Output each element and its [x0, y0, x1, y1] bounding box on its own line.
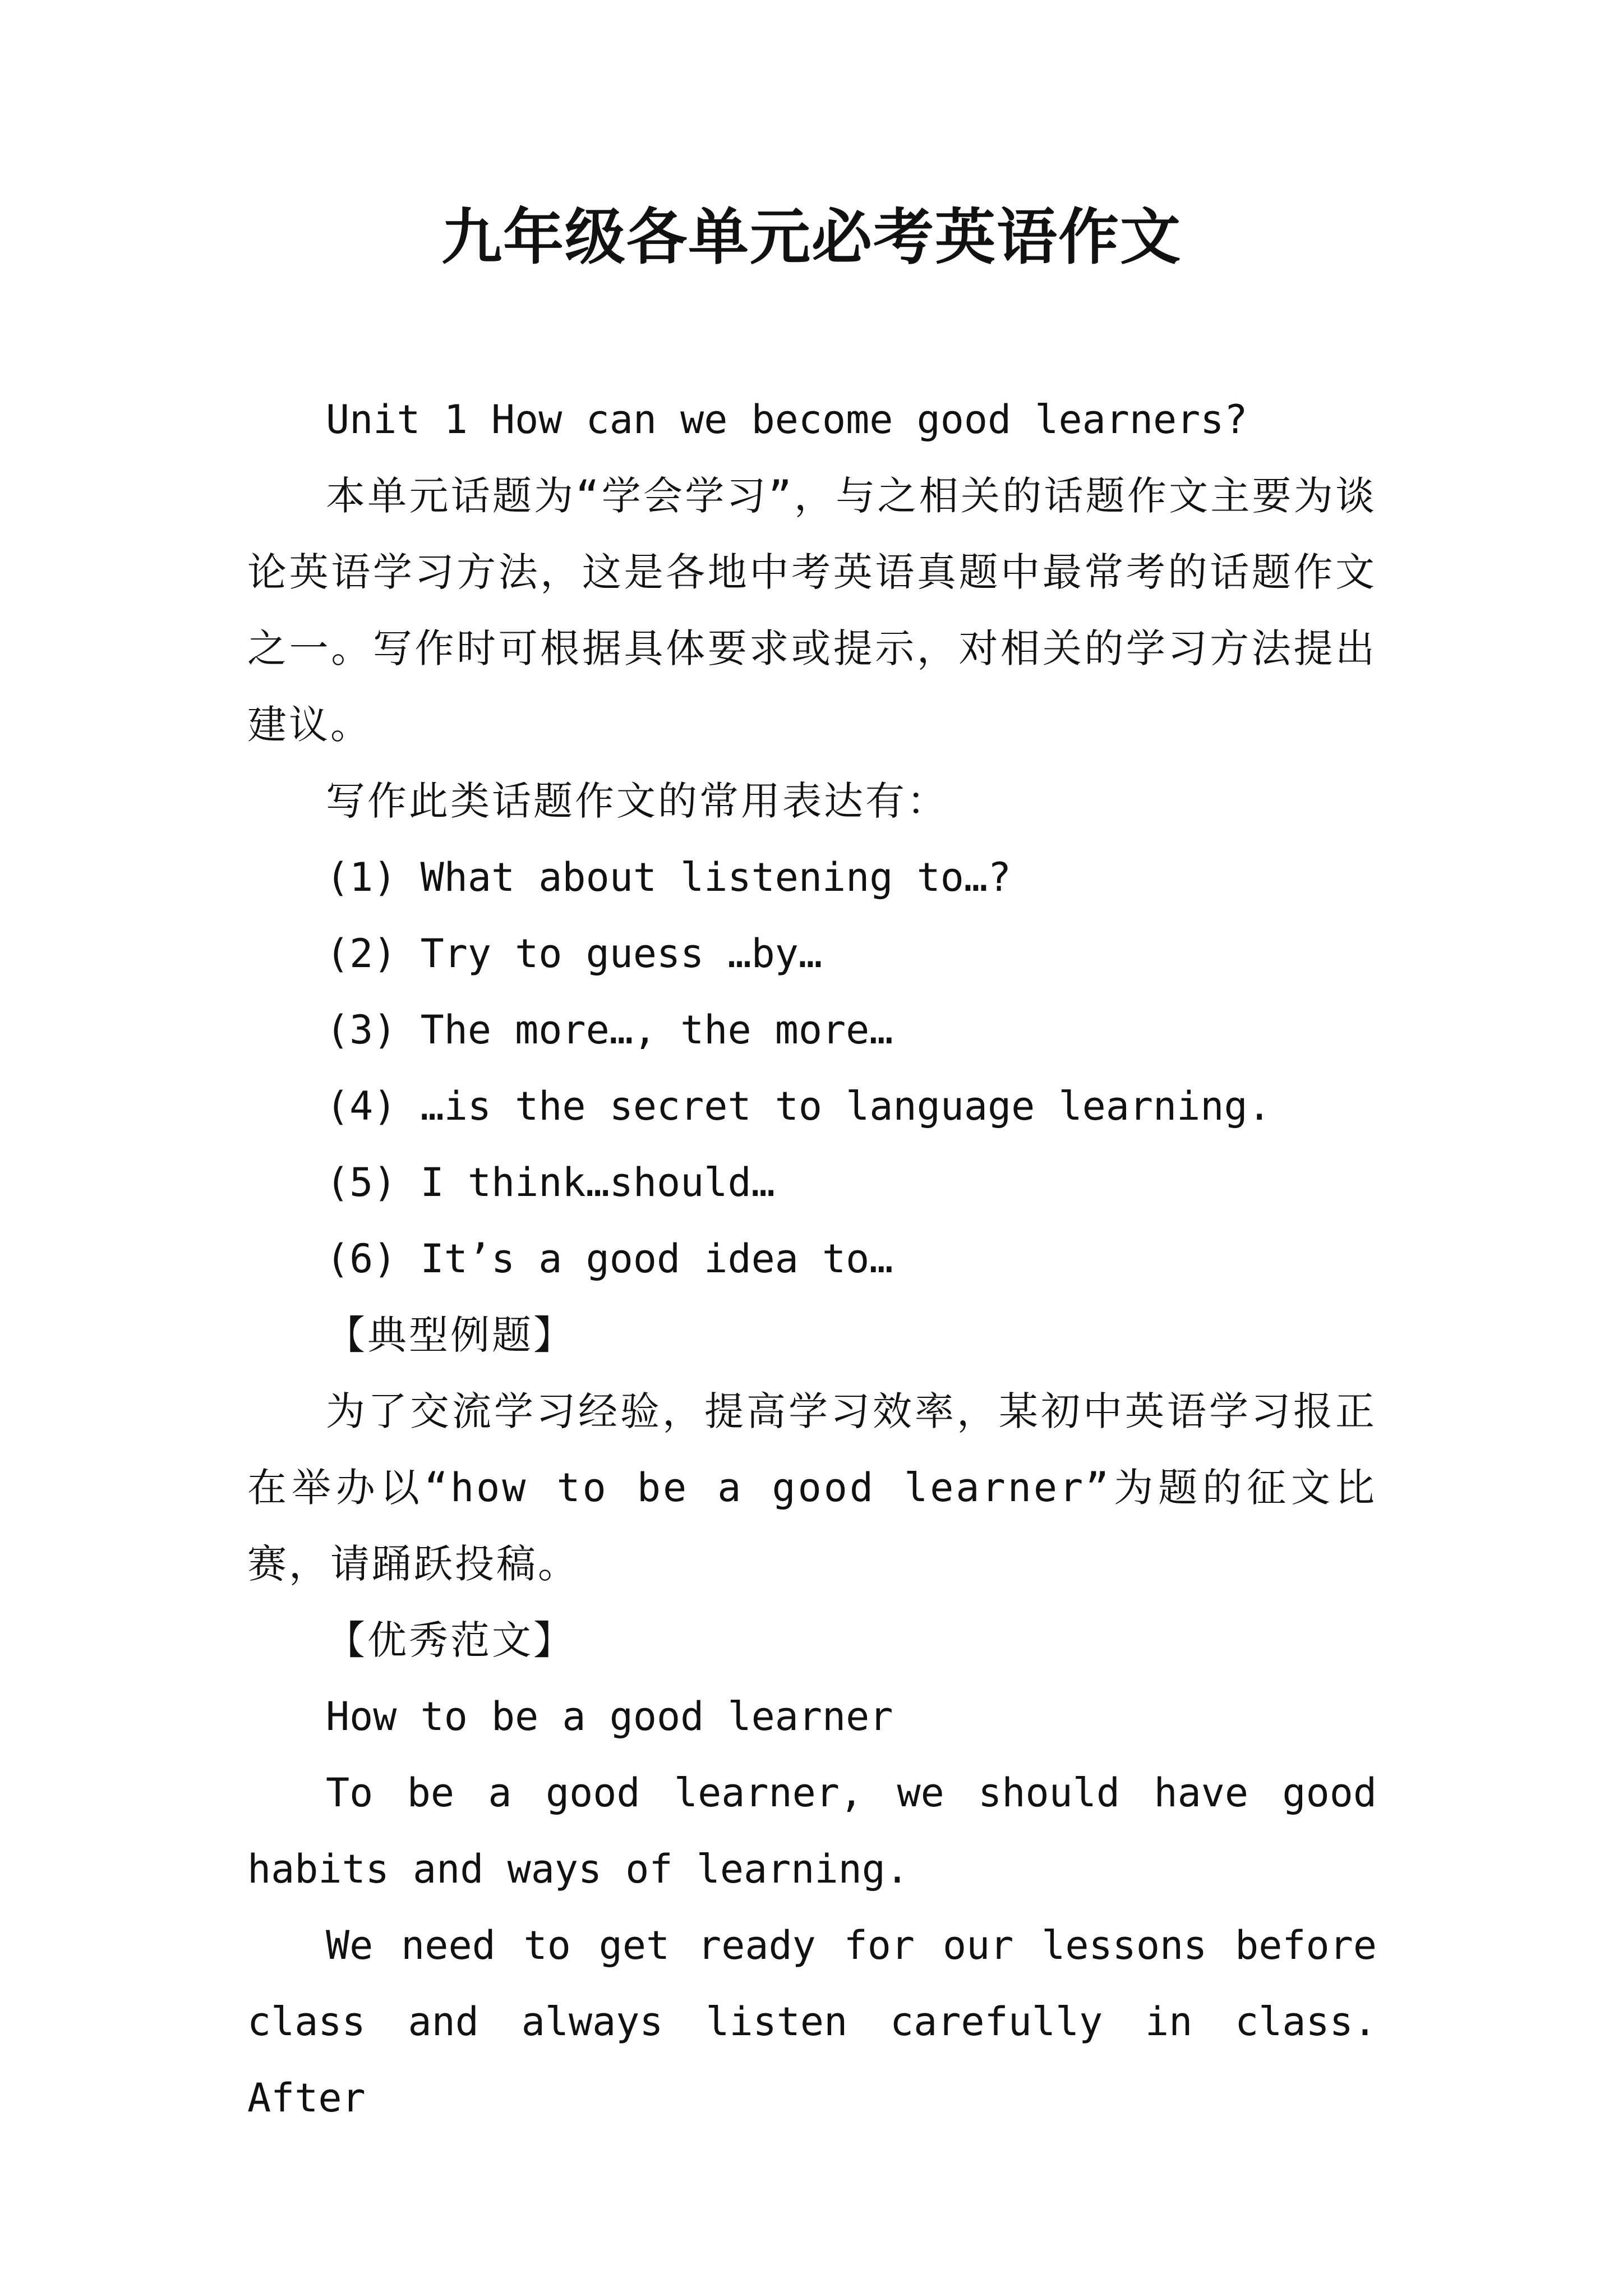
model-essay-heading: 【优秀范文】 [326, 1617, 575, 1663]
document-body [247, 381, 1377, 2136]
expression-item: (4) …is the secret to language learning. [326, 1083, 1271, 1129]
essay-paragraph: To be a good learner, we should have good habits and ways of learning. [247, 1770, 1377, 1892]
expressions-heading: 写作此类话题作文的常用表达有： [326, 778, 948, 824]
intro-paragraph: 本单元话题为“学会学习”，与之相关的话题作文主要为谈论英语学习方法，这是各地中考英语真题中最常考的话题作文之一。写作时可根据具体要求或提示，对相关的学习方法提出建议。 [247, 473, 1377, 748]
essay-paragraph: We need to get ready for our lessons before class and always listen carefully in class. After [247, 1922, 1377, 2121]
expression-item: (5) I think…should… [326, 1159, 775, 1205]
document-title: 九年级各单元必考英语作文 [441, 202, 1182, 273]
example-prompt: 为了交流学习经验，提高学习效率，某初中英语学习报正在举办以“how to be a good learner”为题的征文比赛，请踊跃投稿。 [247, 1388, 1377, 1587]
unit-heading: Unit 1 How can we become good learners? [326, 397, 1248, 443]
expression-item: (3) The more…, the more… [326, 1007, 893, 1053]
essay-title: How to be a good learner [326, 1694, 893, 1740]
expression-item: (1) What about listening to…? [326, 854, 1012, 900]
expression-item: (6) It’s a good idea to… [326, 1236, 893, 1282]
expression-item: (2) Try to guess …by… [326, 931, 823, 977]
example-heading: 【典型例题】 [326, 1312, 575, 1358]
